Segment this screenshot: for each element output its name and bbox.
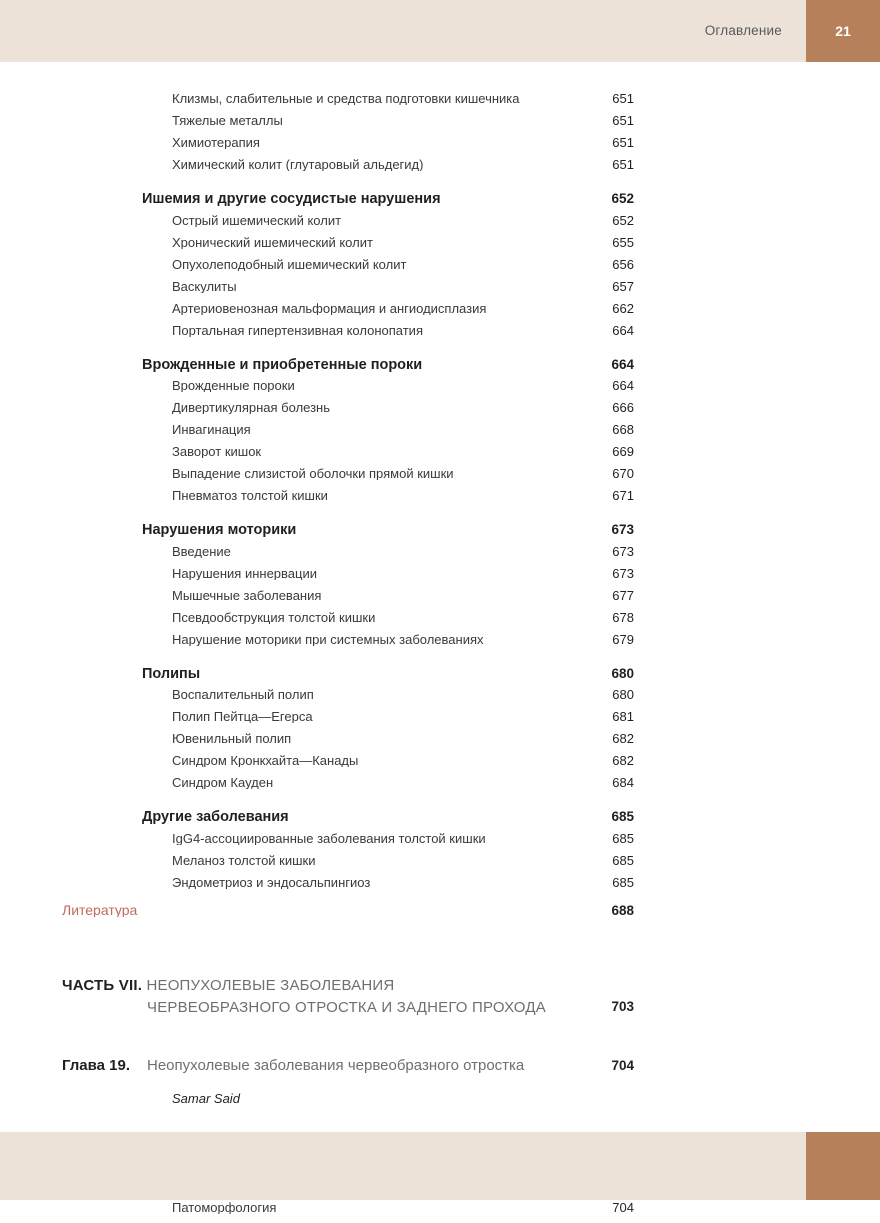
toc-entry-page: 673 <box>588 545 634 558</box>
toc-entry-row[interactable] <box>62 545 634 567</box>
toc-entry-page: 685 <box>588 876 634 889</box>
toc-entry-label: Полипы <box>62 667 588 682</box>
toc-entry-page: 685 <box>588 810 634 824</box>
toc-entry-label: Химиотерапия <box>62 136 588 149</box>
chapter-entry-row[interactable] <box>62 1201 634 1223</box>
toc-entry-row[interactable] <box>62 92 634 114</box>
toc-entry-row[interactable] <box>62 445 634 467</box>
toc-entry-page: 651 <box>588 92 634 105</box>
toc-entry-page: 669 <box>588 445 634 458</box>
chapter-entry-label: Патоморфология <box>62 1201 588 1214</box>
toc-entry-row[interactable] <box>62 655 634 689</box>
toc-entry-label: Полип Пейтца—Егерса <box>62 710 588 723</box>
toc-entry-row[interactable] <box>62 114 634 136</box>
toc-entry-row[interactable] <box>62 876 634 898</box>
toc-entry-row[interactable] <box>62 379 634 401</box>
part-block <box>62 975 634 1019</box>
toc-entry-row[interactable] <box>62 136 634 158</box>
toc-entry-row[interactable] <box>62 898 634 924</box>
toc-entry-page: 670 <box>588 467 634 480</box>
toc-entry-label: IgG4-ассоциированные заболевания толстой кишки <box>62 832 588 845</box>
toc-entry-page: 680 <box>588 667 634 681</box>
toc-entry-row[interactable] <box>62 236 634 258</box>
header-page-box <box>806 0 880 62</box>
toc-entry-label: Портальная гипертензивная колонопатия <box>62 324 588 337</box>
toc-entry-page: 651 <box>588 158 634 171</box>
toc-entry-label: Заворот кишок <box>62 445 588 458</box>
toc-entry-label: Эндометриоз и эндосальпингиоз <box>62 876 588 889</box>
toc-entry-label: Меланоз толстой кишки <box>62 854 588 867</box>
toc-entry-row[interactable] <box>62 214 634 236</box>
toc-entry-label: Введение <box>62 545 588 558</box>
toc-entry-row[interactable] <box>62 567 634 589</box>
toc-entry-label: Васкулиты <box>62 280 588 293</box>
toc-entry-label: Синдром Кронкхайта—Канады <box>62 754 588 767</box>
toc-entry-label: Инвагинация <box>62 423 588 436</box>
toc-entry-page: 664 <box>588 379 634 392</box>
toc-list <box>62 92 634 923</box>
part-title-line-2: ЧЕРВЕОБРАЗНОГО ОТРОСТКА И ЗАДНЕГО ПРОХОДА <box>62 997 588 1019</box>
toc-entry-page: 656 <box>588 258 634 271</box>
toc-entry-label: Ювенильный полип <box>62 732 588 745</box>
chapter-block <box>62 1057 634 1074</box>
part-text <box>62 975 588 1019</box>
toc-content <box>62 92 634 1223</box>
toc-entry-page: 666 <box>588 401 634 414</box>
toc-entry-page: 652 <box>588 214 634 227</box>
toc-entry-row[interactable] <box>62 489 634 511</box>
chapter-page-number: 704 <box>588 1058 634 1073</box>
toc-entry-page: 682 <box>588 754 634 767</box>
toc-entry-label: Мышечные заболевания <box>62 589 588 602</box>
toc-entry-page: 679 <box>588 633 634 646</box>
toc-entry-page: 681 <box>588 710 634 723</box>
toc-entry-page: 677 <box>588 589 634 602</box>
running-head-title: Оглавление <box>705 0 782 62</box>
toc-entry-row[interactable] <box>62 302 634 324</box>
toc-entry-label: Врожденные и приобретенные пороки <box>62 358 588 373</box>
toc-entry-label: Нарушение моторики при системных заболеваниях <box>62 633 588 646</box>
toc-entry-page: 685 <box>588 854 634 867</box>
toc-entry-label: Нарушения иннервации <box>62 567 588 580</box>
toc-entry-page: 671 <box>588 489 634 502</box>
toc-entry-row[interactable] <box>62 754 634 776</box>
chapter-title: Неопухолевые заболевания червеобразного отростка <box>147 1057 588 1074</box>
toc-entry-row[interactable] <box>62 423 634 445</box>
toc-entry-row[interactable] <box>62 832 634 854</box>
toc-entry-page: 680 <box>588 688 634 701</box>
toc-entry-label: Синдром Кауден <box>62 776 588 789</box>
toc-entry-row[interactable] <box>62 467 634 489</box>
toc-entry-label: Дивертикулярная болезнь <box>62 401 588 414</box>
toc-entry-page: 682 <box>588 732 634 745</box>
toc-entry-row[interactable] <box>62 511 634 545</box>
part-line-1 <box>62 975 588 997</box>
toc-entry-page: 673 <box>588 523 634 537</box>
toc-entry-page: 688 <box>588 904 634 918</box>
toc-entry-page: 673 <box>588 567 634 580</box>
toc-entry-label: Воспалительный полип <box>62 688 588 701</box>
toc-entry-label: Выпадение слизистой оболочки прямой кишки <box>62 467 588 480</box>
toc-entry-page: 685 <box>588 832 634 845</box>
toc-entry-row[interactable] <box>62 776 634 798</box>
toc-entry-page: 678 <box>588 611 634 624</box>
toc-entry-label: Пневматоз толстой кишки <box>62 489 588 502</box>
toc-entry-page: 652 <box>588 192 634 206</box>
toc-entry-row[interactable] <box>62 180 634 214</box>
toc-entry-row[interactable] <box>62 854 634 876</box>
toc-entry-page: 655 <box>588 236 634 249</box>
chapter-number: Глава 19. <box>62 1057 147 1074</box>
page-footer-band <box>0 1132 880 1200</box>
toc-entry-label: Тяжелые металлы <box>62 114 588 127</box>
toc-entry-row[interactable] <box>62 589 634 611</box>
toc-entry-row[interactable] <box>62 280 634 302</box>
toc-entry-row[interactable] <box>62 732 634 754</box>
toc-entry-row[interactable] <box>62 688 634 710</box>
part-page-number: 703 <box>588 975 634 1014</box>
toc-entry-page: 657 <box>588 280 634 293</box>
toc-entry-label: Псевдообструкция толстой кишки <box>62 611 588 624</box>
toc-entry-row[interactable] <box>62 611 634 633</box>
chapter-entry-page: 704 <box>588 1201 634 1214</box>
toc-entry-label: Клизмы, слабительные и средства подготовки кишечника <box>62 92 588 105</box>
toc-entry-page: 664 <box>588 358 634 372</box>
footer-accent-box <box>806 1132 880 1200</box>
toc-entry-label: Артериовенозная мальформация и ангиодисплазия <box>62 302 588 315</box>
toc-entry-label: Химический колит (глутаровый альдегид) <box>62 158 588 171</box>
toc-entry-row[interactable] <box>62 633 634 655</box>
toc-entry-row[interactable] <box>62 401 634 423</box>
toc-entry-label: Ишемия и другие сосудистые нарушения <box>62 192 588 207</box>
toc-entry-row[interactable] <box>62 258 634 280</box>
toc-entry-label: Литература <box>62 903 588 917</box>
toc-entry-label: Хронический ишемический колит <box>62 236 588 249</box>
toc-entry-row[interactable] <box>62 158 634 180</box>
toc-entry-label: Острый ишемический колит <box>62 214 588 227</box>
toc-entry-row[interactable] <box>62 798 634 832</box>
toc-entry-page: 664 <box>588 324 634 337</box>
part-label: ЧАСТЬ VII. <box>62 977 142 994</box>
part-title-line-1: НЕОПУХОЛЕВЫЕ ЗАБОЛЕВАНИЯ <box>146 977 394 994</box>
toc-entry-page: 651 <box>588 136 634 149</box>
chapter-author: Samar Said <box>62 1091 634 1106</box>
toc-entry-page: 684 <box>588 776 634 789</box>
toc-entry-label: Опухолеподобный ишемический колит <box>62 258 588 271</box>
toc-entry-page: 668 <box>588 423 634 436</box>
toc-entry-row[interactable] <box>62 324 634 346</box>
toc-entry-row[interactable] <box>62 710 634 732</box>
toc-entry-label: Нарушения моторики <box>62 523 588 538</box>
toc-entry-page: 662 <box>588 302 634 315</box>
toc-entry-label: Врожденные пороки <box>62 379 588 392</box>
toc-entry-row[interactable] <box>62 346 634 380</box>
toc-entry-page: 651 <box>588 114 634 127</box>
toc-entry-label: Другие заболевания <box>62 810 588 825</box>
page-number: 21 <box>806 0 880 62</box>
